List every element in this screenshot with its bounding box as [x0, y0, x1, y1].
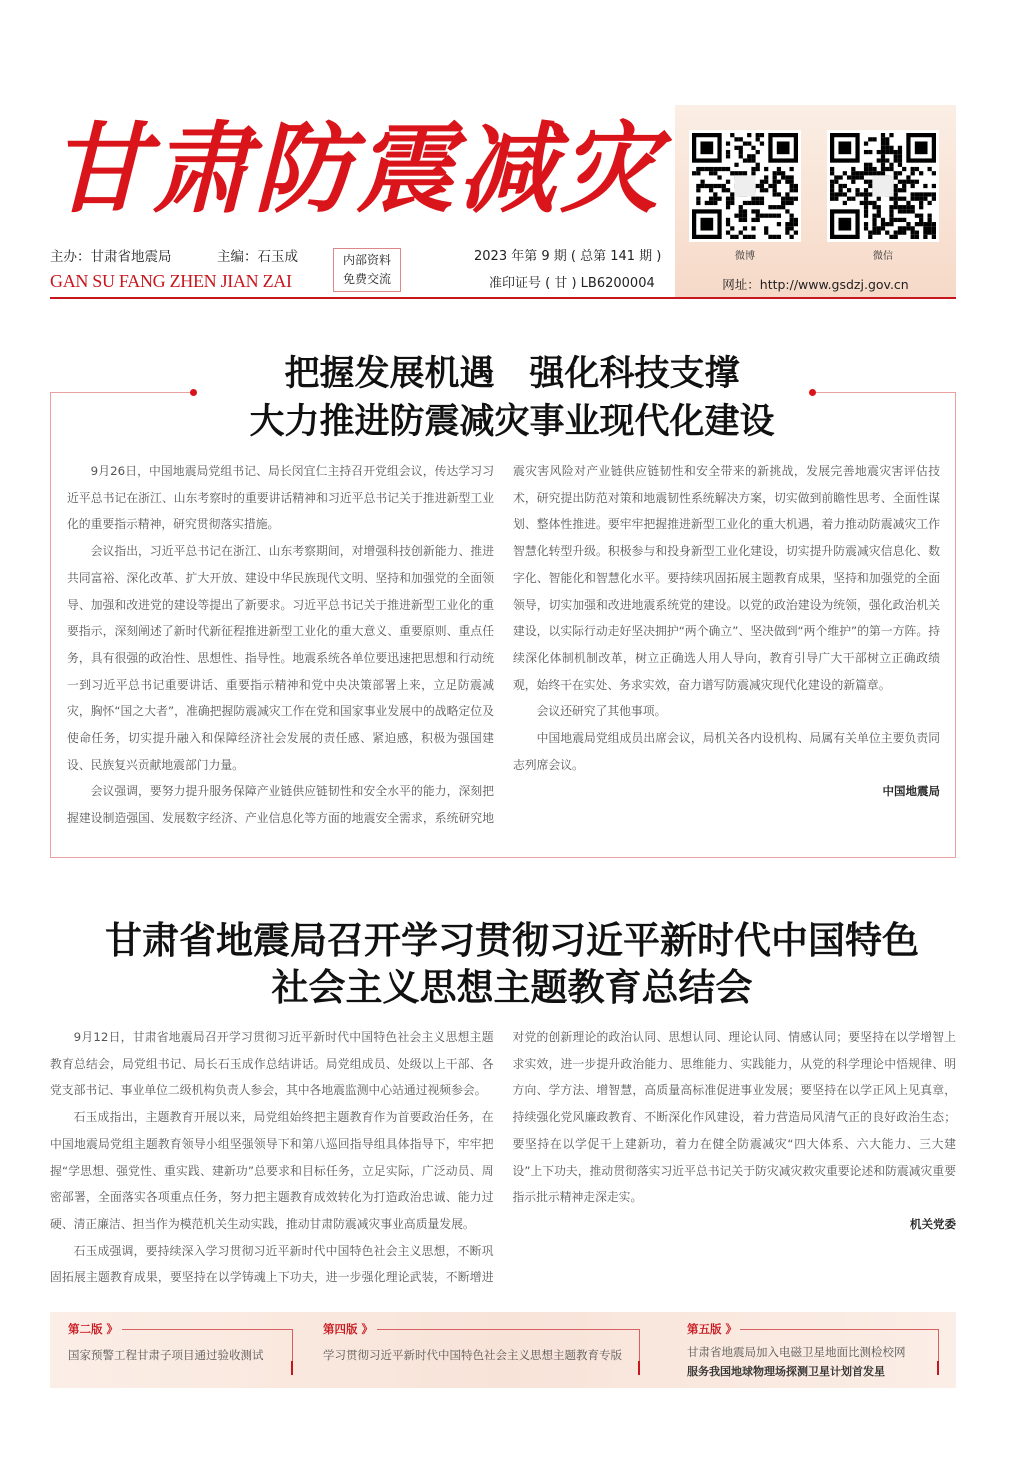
sponsor: 主办：甘肃省地震局 — [50, 249, 172, 265]
paragraph: 中国地震局党组成员出席会议，局机关各内设机构、局属有关单位主要负责同志列席会议。 — [513, 731, 940, 772]
inside-pages-guide — [50, 1312, 956, 1388]
divider-mark — [638, 1361, 640, 1375]
divider — [122, 1329, 292, 1330]
qr-panel — [675, 105, 956, 297]
item-title: 甘肃省地震局加入电磁卫星地面比测检校网 — [687, 1345, 906, 1359]
page-tag: 第二版 》 — [68, 1322, 119, 1336]
paragraph: 会议强调，要努力提升服务保障产业链供应链韧性和安全水平的能力，深刻把握建设制造强国、发展数字经济、产业信息化等方面的地震安全需求，系统研究地震灾害风险对产业链供应链韧性和安全带来的新挑战，发展完善地震灾害评估技术，研究提出防范对策和地震韧性系统解决方案，切实做到前瞻性思考、全面性谋划、整体性推进。要牢牢把握推进新型工业化的重大机遇，着力推动防震减灾工作智慧化转型升级。积极参与和投身新型工业化建设，切实提升防震减灾信息化、数字化、智能化和智慧化水平。要持续巩固拓展主题教育成果，坚持和加强党的全面领导，切实加强和改进地震系统党的建设。以党的政治建设为统领，强化政治机关建设，以实际行动走好坚决拥护“两个确立”、坚决做到“两个维护”的第一方阵。持续深化体制机制改革，树立正确选人用人导向，教育引导广大干部树立正确政绩观，始终干在实处、务求实效，奋力谱写防震减灾现代化建设的新篇章。 — [67, 464, 940, 826]
item-subtitle: 服务我国地球物理场探测卫星计划首发星 — [687, 1365, 885, 1378]
stamp-line2: 免费交流 — [342, 272, 391, 286]
website-link[interactable]: 网址：http://www.gsdzj.gov.cn — [722, 277, 909, 292]
frame-dot-right — [809, 389, 816, 396]
frame-top-left — [50, 392, 193, 393]
masthead-logo: 甘肃防震减灾 — [50, 112, 663, 227]
editor: 主编：石玉成 — [217, 249, 298, 265]
page-tag: 第四版 》 — [323, 1322, 374, 1336]
divider — [740, 1329, 938, 1330]
stamp-line1: 内部资料 — [342, 253, 391, 267]
article1-body — [67, 458, 940, 838]
article1-signature: 中国地震局 — [882, 784, 940, 799]
weibo-qr-code[interactable] — [689, 130, 801, 242]
article1-headline-line2: 大力推进防震减灾事业现代化建设 — [249, 402, 775, 442]
guide-item-page5[interactable] — [670, 1312, 950, 1388]
article2-body — [50, 1024, 956, 1294]
masthead-pinyin: GAN SU FANG ZHEN JIAN ZAI — [50, 271, 292, 291]
guide-item-page4[interactable] — [305, 1312, 645, 1388]
paragraph: 会议指出，习近平总书记在浙江、山东考察期间，对增强科技创新能力、推进共同富裕、深化改革、扩大开放、建设中华民族现代文明、坚持和加强党的全面领导、加强和改进党的建设等提出了新要求。习近平总书记关于推进新型工业化的重要指示，深刻阐述了新时代新征程推进新型工业化的重大意义、重要原则、重点任务，具有很强的政治性、思想性、指导性。地震系统各单位要迅速把思想和行动统一到习近平总书记重要讲话、重要指示精神和党中央决策部署上来，立足防震减灾，胸怀“国之大者”，准确把握防震减灾工作在党和国家事业发展中的战略定位及使命任务，切实提升融入和保障经济社会发展的责任感、紧迫感，积极为强国建设、民族复兴贡献地震部门力量。 — [67, 544, 494, 772]
paragraph: 9月12日，甘肃省地震局召开学习贯彻习近平新时代中国特色社会主义思想主题教育总结会，局党组书记、局长石玉成作总结讲话。局党组成员、处级以上干部、各党支部书记、事业单位二级机构负责人参会，其中各地震监测中心站通过视频参会。 — [50, 1030, 494, 1098]
article1-headline-line1: 把握发展机遇 强化科技支撑 — [284, 354, 740, 394]
paragraph: 石玉成强调，要持续深入学习贯彻习近平新时代中国特色社会主义思想，不断巩固拓展主题教育成果，要坚持在以学铸魂上下功夫，进一步强化理论武装，不断增进对党的创新理论的政治认同、思想认同、理论认同、情感认同；要坚持在以学增智上求实效，进一步提升政治能力、思维能力、实践能力，从党的科学理论中悟规律、明方向、学方法、增智慧，高质量高标准促进事业发展；要坚持在以学正风上见真章，持续强化党风廉政教育、不断深化作风建设，着力营造局风清气正的良好政治生态；要坚持在以学促干上建新功，着力在健全防震减灾“四大体系、六大能力、三大建设”上下功夫，推动贯彻落实习近平总书记关于防灾减灾救灾重要论述和防震减灾重要指示批示精神走深走实。 — [50, 1030, 956, 1285]
paragraph: 会议还研究了其他事项。 — [536, 704, 667, 719]
page-tag: 第五版 》 — [687, 1322, 738, 1336]
guide-item-page2[interactable] — [50, 1312, 300, 1388]
item-title: 学习贯彻习近平新时代中国特色社会主义思想主题教育专版 — [323, 1348, 622, 1362]
weibo-label: 微博 — [735, 251, 755, 262]
frame-top-right — [812, 392, 956, 393]
divider — [292, 1329, 293, 1361]
masthead-divider — [50, 297, 956, 299]
wechat-label: 微信 — [873, 251, 893, 262]
paragraph: 9月26日，中国地震局党组书记、局长闵宜仁主持召开党组会议，传达学习习近平总书记在浙江、山东考察时的重要讲话精神和习近平总书记关于推进新型工业化的重要指示精神，研究贯彻落实措施。 — [67, 464, 494, 532]
divider — [377, 1329, 639, 1330]
frame-dot-left — [190, 389, 197, 396]
article2-headline-line1: 甘肃省地震局召开学习贯彻习近平新时代中国特色 — [105, 919, 919, 962]
divider-mark — [291, 1361, 293, 1375]
issue-number: 2023 年第 9 期 ( 总第 141 期 ) — [474, 249, 662, 264]
internal-stamp — [333, 248, 401, 292]
article2-signature: 机关党委 — [910, 1216, 956, 1231]
divider — [639, 1329, 640, 1361]
paragraph: 石玉成指出，主题教育开展以来，局党组始终把主题教育作为首要政治任务，在中国地震局党组主题教育领导小组坚强领导下和第八巡回指导组具体指导下，牢牢把握“学思想、强党性、重实践、建新功”总要求和目标任务，立足实际，广泛动员、周密部署，全面落实各项重点任务，努力把主题教育成效转化为打造政治忠诚、能力过硬、清正廉洁、担当作为模范机关生动实践，推动甘肃防震减灾事业高质量发展。 — [50, 1110, 494, 1231]
divider-mark — [937, 1361, 939, 1375]
article2-headline-line2: 社会主义思想主题教育总结会 — [271, 966, 753, 1009]
item-title: 国家预警工程甘肃子项目通过验收测试 — [68, 1348, 264, 1362]
divider — [938, 1329, 939, 1361]
permit-number: 准印证号 ( 甘 ) LB6200004 — [489, 276, 655, 291]
wechat-qr-code[interactable] — [827, 130, 939, 242]
